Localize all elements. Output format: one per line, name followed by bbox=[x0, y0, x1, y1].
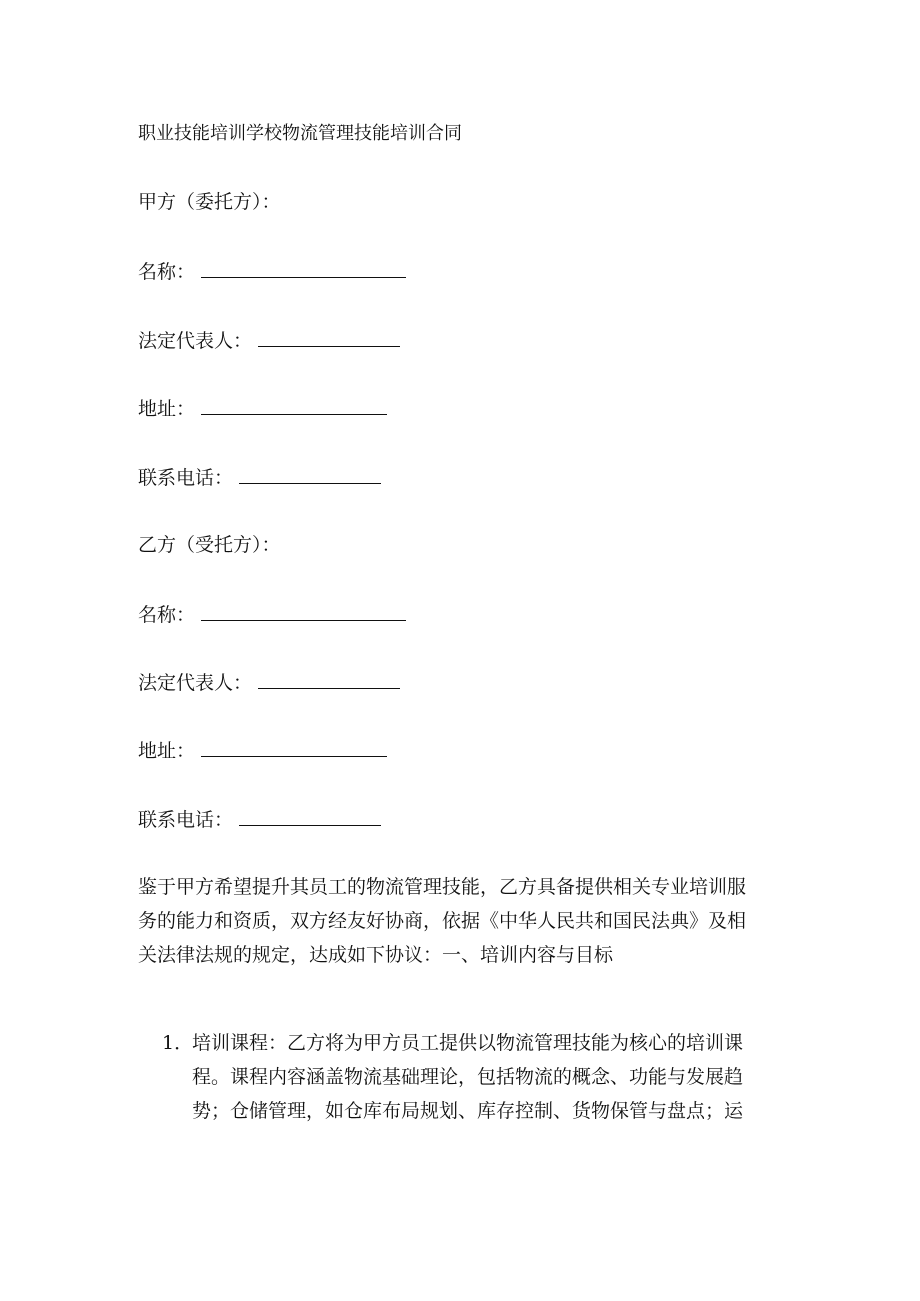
party-b-phone-blank bbox=[239, 807, 381, 826]
clause-item-line: 培训课程：乙方将为甲方员工提供以物流管理技能为核心的培训课 bbox=[192, 1032, 744, 1054]
preamble-line: 鉴于甲方希望提升其员工的物流管理技能，乙方具备提供相关专业培训服 bbox=[138, 876, 747, 898]
party-b-address-label: 地址： bbox=[138, 740, 196, 762]
party-a-phone-blank bbox=[239, 465, 381, 484]
party-b-address-blank bbox=[201, 738, 387, 757]
party-a-name-blank bbox=[201, 259, 406, 278]
clause-item-line: 势；仓储管理，如仓库布局规划、库存控制、货物保管与盘点；运 bbox=[192, 1100, 744, 1122]
party-b-phone-label: 联系电话： bbox=[138, 809, 234, 831]
clause-item-1 bbox=[162, 1026, 802, 1128]
party-a-heading: 甲方（委托方）： bbox=[138, 191, 281, 213]
party-b-rep-blank bbox=[258, 670, 400, 689]
party-a-address-row bbox=[138, 396, 387, 421]
party-b-name-blank bbox=[201, 602, 406, 621]
party-a-phone-label: 联系电话： bbox=[138, 467, 234, 489]
party-b-address-row bbox=[138, 738, 387, 763]
party-b-name-row bbox=[138, 602, 406, 627]
document-title: 职业技能培训学校物流管理技能培训合同 bbox=[138, 123, 462, 144]
clause-item-1-first-row bbox=[162, 1026, 802, 1060]
party-a-rep-blank bbox=[258, 328, 400, 347]
party-b-name-label: 名称： bbox=[138, 604, 196, 626]
party-a-name-label: 名称： bbox=[138, 261, 196, 283]
party-a-name-row bbox=[138, 259, 406, 284]
party-a-phone-row bbox=[138, 465, 381, 490]
clause-item-line: 程。课程内容涵盖物流基础理论，包括物流的概念、功能与发展趋 bbox=[192, 1066, 744, 1088]
preamble-line: 关法律法规的规定，达成如下协议：一、培训内容与目标 bbox=[138, 944, 614, 966]
party-b-heading: 乙方（受托方）： bbox=[138, 534, 281, 556]
party-b-phone-row bbox=[138, 807, 381, 832]
preamble-line: 务的能力和资质，双方经友好协商，依据《中华人民共和国民法典》及相 bbox=[138, 910, 747, 932]
party-b-rep-row bbox=[138, 670, 400, 695]
party-a-rep-row bbox=[138, 328, 400, 353]
preamble-paragraph bbox=[138, 870, 788, 972]
party-a-rep-label: 法定代表人： bbox=[138, 330, 253, 352]
party-b-rep-label: 法定代表人： bbox=[138, 672, 253, 694]
party-a-address-label: 地址： bbox=[138, 398, 196, 420]
party-a-address-blank bbox=[201, 396, 387, 415]
clause-item-number: 1． bbox=[162, 1032, 194, 1054]
